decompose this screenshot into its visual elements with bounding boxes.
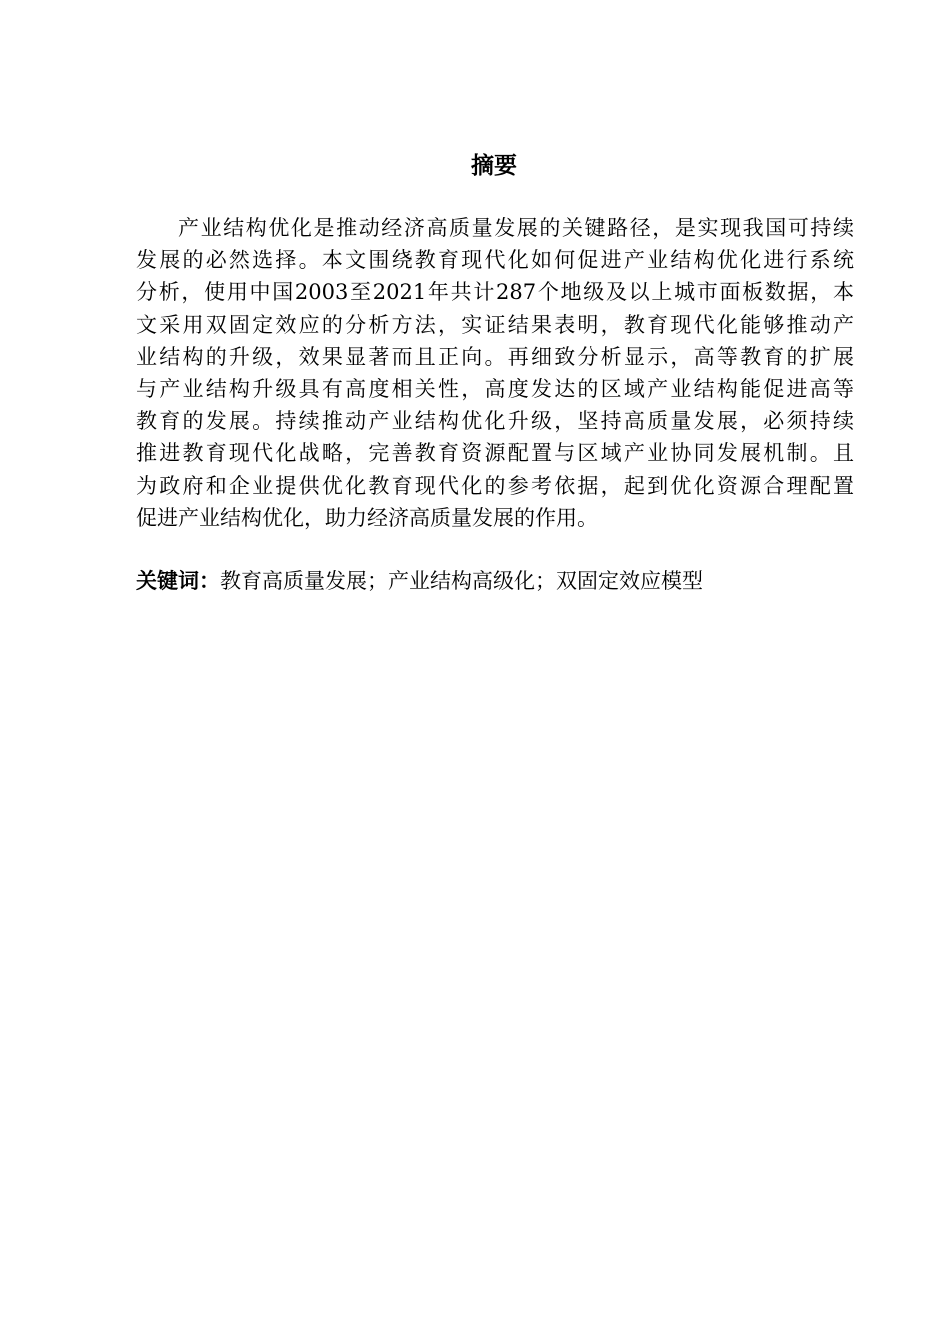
keywords-label: 关键词： (136, 569, 220, 593)
abstract-line: 业结构的升级，效果显著而且正向。再细致分析显示，高等教育的扩展 (136, 344, 854, 369)
abstract-body (136, 212, 854, 534)
abstract-line: 发展的必然选择。本文围绕教育现代化如何促进产业结构优化进行系统 (136, 248, 854, 273)
abstract-line: 为政府和企业提供优化教育现代化的参考依据，起到优化资源合理配置 (136, 473, 854, 498)
keywords-row (136, 565, 854, 597)
abstract-title: 摘要 (471, 153, 517, 179)
abstract-line: 教育的发展。持续推动产业结构优化升级，坚持高质量发展，必须持续 (136, 409, 854, 434)
abstract-line: 推进教育现代化战略，完善教育资源配置与区域产业协同发展机制。且 (136, 441, 854, 466)
abstract-line: 分析，使用中国2003至2021年共计287个地级及以上城市面板数据，本 (136, 280, 854, 305)
abstract-line: 与产业结构升级具有高度相关性，高度发达的区域产业结构能促进高等 (136, 377, 854, 402)
abstract-line: 文采用双固定效应的分析方法，实证结果表明，教育现代化能够推动产 (136, 312, 854, 337)
keywords-text: 教育高质量发展；产业结构高级化；双固定效应模型 (220, 569, 703, 593)
abstract-line: 产业结构优化是推动经济高质量发展的关键路径，是实现我国可持续 (178, 216, 854, 240)
abstract-line: 促进产业结构优化，助力经济高质量发展的作用。 (136, 505, 598, 530)
